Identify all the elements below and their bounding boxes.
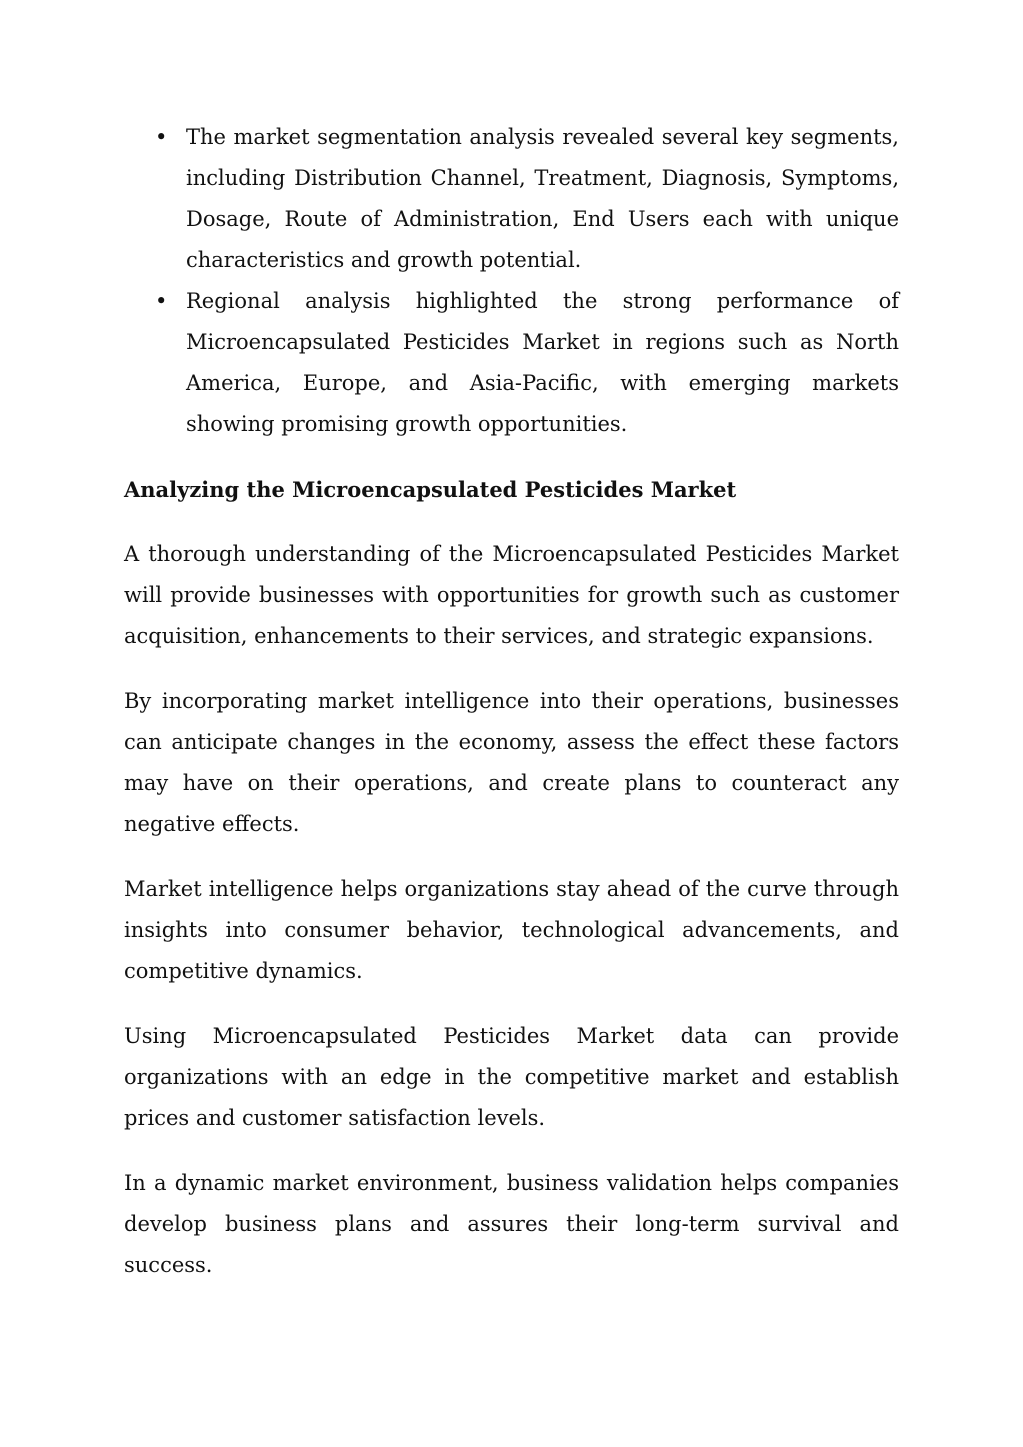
section-heading: Analyzing the Microencapsulated Pesticides Market xyxy=(124,477,737,502)
bullet-icon: • xyxy=(155,289,168,313)
paragraph-understanding: A thorough understanding of the Microencapsulated Pesticides Market will provide businesses with opportunities for growth such as customer acquisition, enhancements to their services, and strategic expansions. xyxy=(124,542,899,648)
paragraph-market-data: Using Microencapsulated Pesticides Market data can provide organizations with an edge in the competitive market and establish prices and customer satisfaction levels. xyxy=(124,1024,899,1130)
bullet-item-segmentation xyxy=(124,117,899,281)
bullet-list xyxy=(124,117,899,445)
bullet-text: The market segmentation analysis revealed several key segments, including Distribution Channel, Treatment, Diagnosis, Symptoms, Dosage, Route of Administration, End Users each with unique characteristics and growth potential. xyxy=(186,125,899,272)
paragraph-business-validation: In a dynamic market environment, business validation helps companies develop business plans and assures their long-term survival and success. xyxy=(124,1171,899,1277)
bullet-icon: • xyxy=(155,125,168,149)
paragraph-stay-ahead: Market intelligence helps organizations stay ahead of the curve through insights into consumer behavior, technological advancements, and competitive dynamics. xyxy=(124,877,899,983)
paragraph-market-intelligence: By incorporating market intelligence into their operations, businesses can anticipate changes in the economy, assess the effect these factors may have on their operations, and create plans to counteract any negative effects. xyxy=(124,689,899,836)
bullet-text: Regional analysis highlighted the strong performance of Microencapsulated Pesticides Market in regions such as North America, Europe, and Asia-Pacific, with emerging markets showing promising growth opportunities. xyxy=(186,289,899,436)
document-body xyxy=(124,117,899,1286)
bullet-item-regional xyxy=(124,281,899,445)
